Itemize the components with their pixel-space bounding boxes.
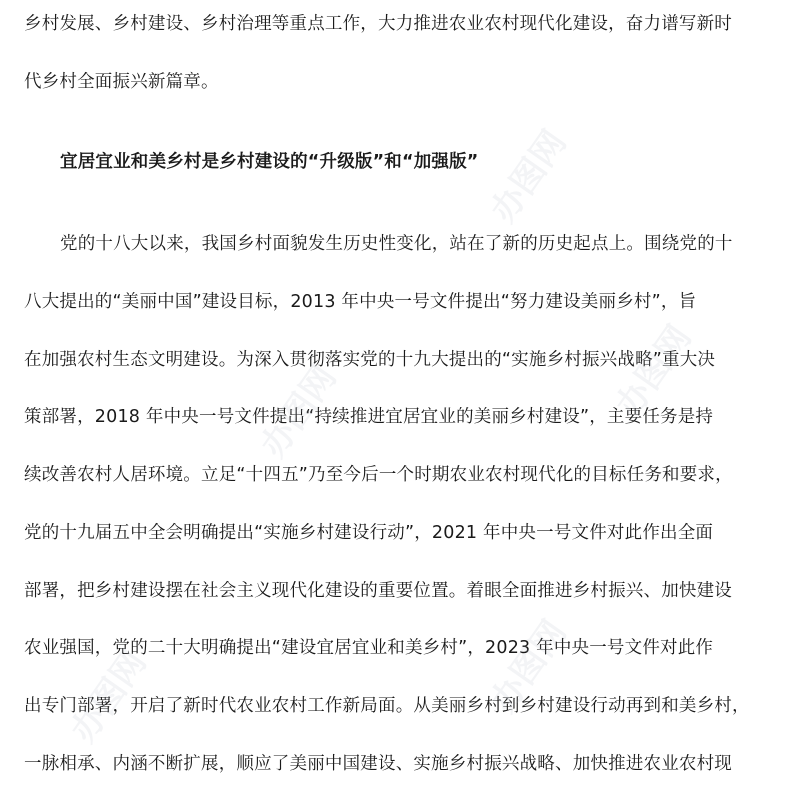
paragraph-line: 党的十九届五中全会明确提出“实施乡村建设行动”，2021 年中央一号文件对此作出全面 xyxy=(24,523,714,543)
paragraph-line: 在加强农村生态文明建设。为深入贯彻落实党的十九大提出的“实施乡村振兴战略”重大决 xyxy=(24,350,716,370)
watermark: 办图网 xyxy=(253,358,345,465)
section-heading: 宜居宜业和美乡村是乡村建设的“升级版”和“加强版” xyxy=(60,152,479,172)
watermark: 办图网 xyxy=(483,123,575,230)
watermark: 办图网 xyxy=(63,643,155,750)
paragraph-line: 八大提出的“美丽中国”建设目标，2013 年中央一号文件提出“努力建设美丽乡村”，旨 xyxy=(24,292,697,312)
paragraph-line: 党的十八大以来，我国乡村面貌发生历史性变化，站在了新的历史起点上。围绕党的十 xyxy=(60,234,733,254)
paragraph-line: 代乡村全面振兴新篇章。 xyxy=(24,72,219,92)
paragraph-line: 出专门部署，开启了新时代农业农村工作新局面。从美丽乡村到乡村建设行动再到和美乡村， xyxy=(24,696,750,716)
paragraph-line: 一脉相承、内涵不断扩展，顺应了美丽中国建设、实施乡村振兴战略、加快推进农业农村现 xyxy=(24,754,732,774)
paragraph-line: 部署，把乡村建设摆在社会主义现代化建设的重要位置。着眼全面推进乡村振兴、加快建设 xyxy=(24,581,732,601)
watermark: 办图网 xyxy=(608,318,700,425)
paragraph-line: 续改善农村人居环境。立足“十四五”乃至今后一个时期农业农村现代化的目标任务和要求， xyxy=(24,465,733,485)
paragraph-line: 策部署，2018 年中央一号文件提出“持续推进宜居宜业的美丽乡村建设”，主要任务是持 xyxy=(24,407,714,427)
watermark: 办图网 xyxy=(483,613,575,720)
paragraph-line: 乡村发展、乡村建设、乡村治理等重点工作，大力推进农业农村现代化建设，奋力谱写新时 xyxy=(24,14,732,34)
paragraph-line: 农业强国，党的二十大明确提出“建设宜居宜业和美乡村”，2023 年中央一号文件对此作 xyxy=(24,638,714,658)
